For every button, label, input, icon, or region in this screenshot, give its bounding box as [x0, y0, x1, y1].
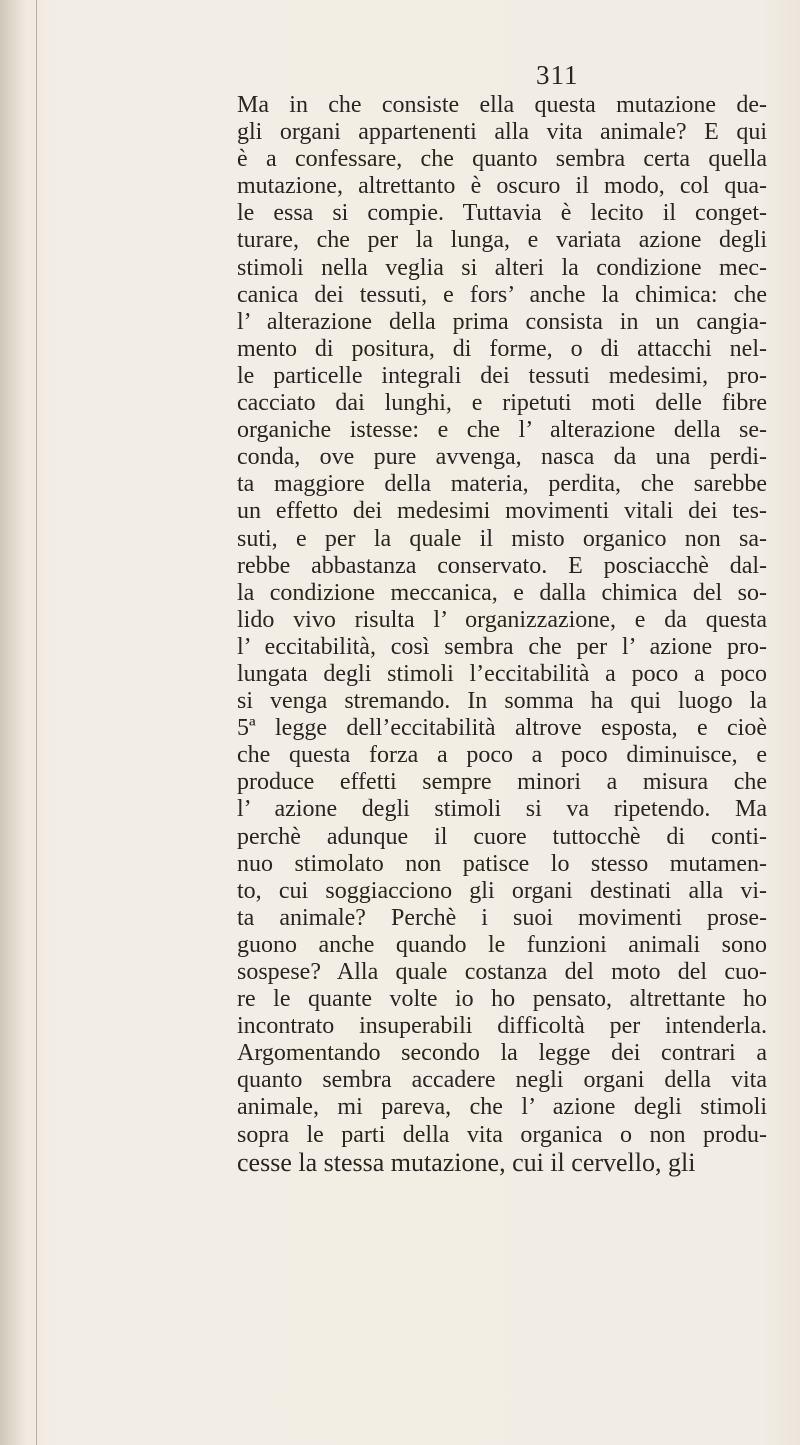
text-line: le particelle integrali dei tessuti medesimi, pro- — [237, 362, 767, 389]
text-line: produce effetti sempre minori a misura che — [237, 769, 767, 796]
text-line: mutazione, altrettanto è oscuro il modo, col qua- — [237, 173, 767, 200]
text-line: ta animale? Perchè i suoi movimenti prose- — [237, 904, 767, 931]
text-line: organiche istesse: e che l’ alterazione della se- — [237, 417, 767, 444]
text-line: lido vivo risulta l’ organizzazione, e da questa — [237, 606, 767, 633]
page-number: 311 — [536, 60, 579, 90]
text-line: to, cui soggiacciono gli organi destinati alla vi- — [237, 877, 767, 904]
text-line: rebbe abbastanza conservato. E posciacchè dal- — [237, 552, 767, 579]
text-line: guono anche quando le funzioni animali sono — [237, 931, 767, 958]
text-line: stimoli nella veglia si alteri la condizione mec- — [237, 254, 767, 281]
text-line: 5ª legge dell’eccitabilità altrove esposta, e cioè — [237, 715, 767, 742]
text-line: si venga stremando. In somma ha qui luogo la — [237, 688, 767, 715]
text-line: Ma in che consiste ella questa mutazione de- — [237, 92, 767, 118]
text-line: suti, e per la quale il misto organico non sa- — [237, 525, 767, 552]
text-line: quanto sembra accadere negli organi della vita — [237, 1067, 767, 1094]
text-line: le essa si compie. Tuttavia è lecito il conget- — [237, 200, 767, 227]
text-line: gli organi appartenenti alla vita animale? E qui — [237, 119, 767, 146]
text-line: turare, che per la lunga, e variata azione degli — [237, 227, 767, 254]
text-line: cesse la stessa mutazione, cui il cervello, gli — [237, 1147, 696, 1177]
text-line: un effetto dei medesimi movimenti vitali dei tes- — [237, 498, 767, 525]
text-line: mento di positura, di forme, o di attacchi nel- — [237, 335, 767, 362]
text-line: re le quante volte io ho pensato, altrettante ho — [237, 986, 767, 1013]
text-line: la condizione meccanica, e dalla chimica del so- — [237, 579, 767, 606]
text-line: lungata degli stimoli l’eccitabilità a poco a poco — [237, 660, 767, 687]
text-line: l’ eccitabilità, così sembra che per l’ azione pro- — [237, 633, 767, 660]
binding-gutter-line — [36, 0, 37, 1445]
text-line: nuo stimolato non patisce lo stesso mutamen- — [237, 850, 767, 877]
text-line: canica dei tessuti, e fors’ anche la chimica: che — [237, 281, 767, 308]
text-line: incontrato insuperabili difficoltà per intenderla. — [237, 1013, 767, 1040]
text-line: ta maggiore della materia, perdita, che sarebbe — [237, 471, 767, 498]
text-line: cacciato dai lunghi, e ripetuti moti delle fibre — [237, 390, 767, 417]
body-text — [237, 92, 767, 1176]
text-line: è a confessare, che quanto sembra certa quella — [237, 146, 767, 173]
text-line: sospese? Alla quale costanza del moto del cuo- — [237, 959, 767, 985]
text-line: animale, mi pareva, che l’ azione degli stimoli — [237, 1094, 767, 1121]
text-line: perchè adunque il cuore tuttocchè di conti- — [237, 823, 767, 850]
binding-gutter-shadow — [0, 0, 26, 1445]
text-line: che questa forza a poco a poco diminuisce, e — [237, 742, 767, 769]
text-line: Argomentando secondo la legge dei contrari a — [237, 1040, 767, 1067]
text-line: sopra le parti della vita organica o non produ- — [237, 1121, 767, 1148]
text-line: conda, ove pure avvenga, nasca da una perdi- — [237, 444, 767, 471]
text-line: l’ alterazione della prima consista in un cangia- — [237, 308, 767, 335]
text-line: l’ azione degli stimoli si va ripetendo. Ma — [237, 796, 767, 823]
